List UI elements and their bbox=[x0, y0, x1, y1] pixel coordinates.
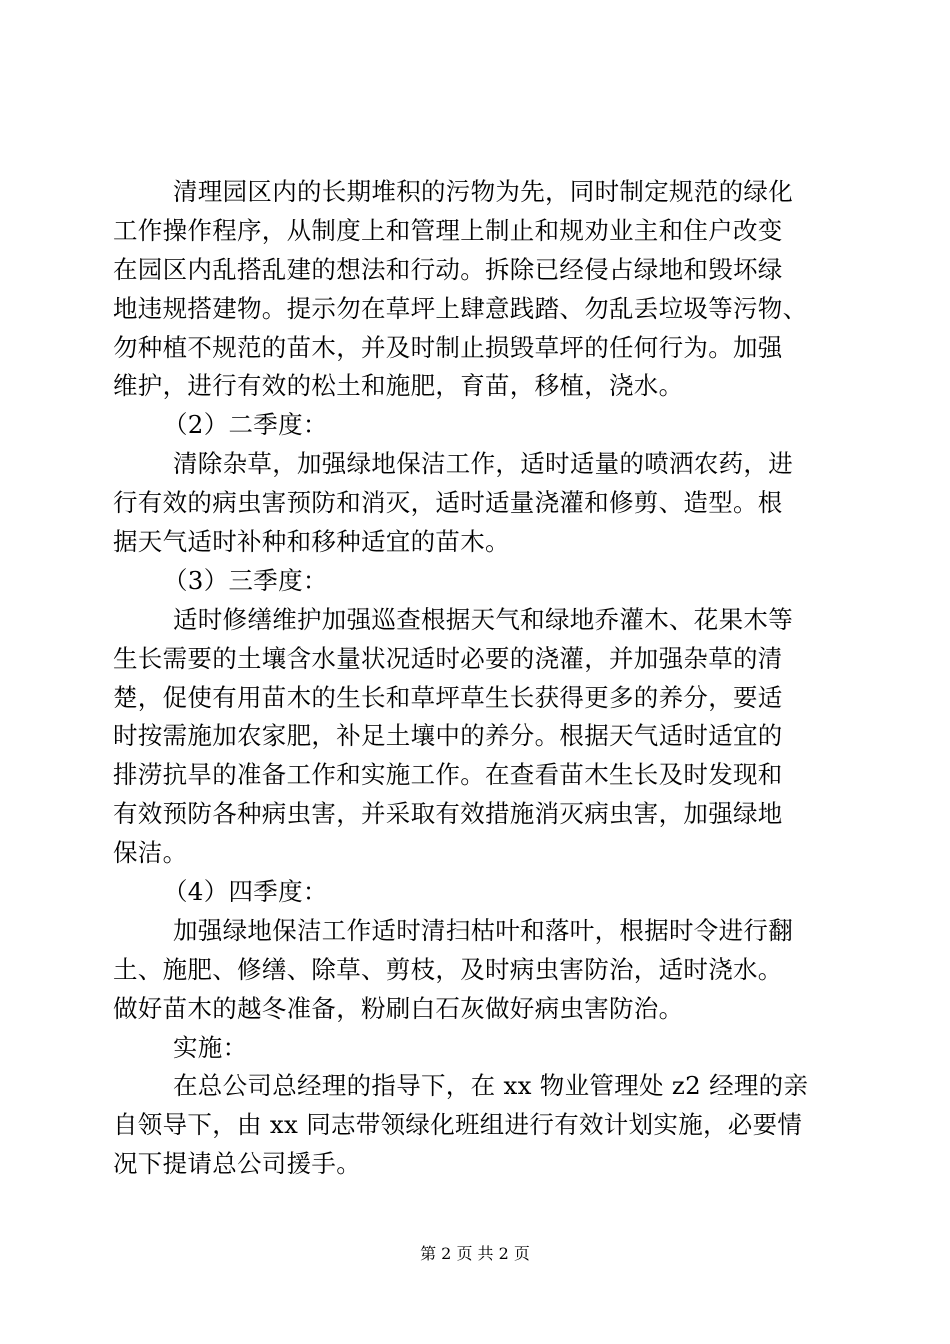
text-line: 维护，进行有效的松土和施肥，育苗，移植，浇水。 bbox=[113, 371, 684, 401]
text-line: 做好苗木的越冬准备，粉刷白石灰做好病虫害防治。 bbox=[113, 993, 684, 1023]
text-line: 清理园区内的长期堆积的污物为先，同时制定规范的绿化 bbox=[173, 177, 793, 206]
section-heading: （3）三季度： bbox=[163, 565, 328, 595]
text-line: 自领导下，由 xx 同志带领绿化班组进行有效计划实施，必要情 bbox=[113, 1110, 803, 1140]
section-heading: （4）四季度： bbox=[163, 877, 328, 907]
text-line: 况下提请总公司援手。 bbox=[113, 1149, 361, 1179]
text-line: 行有效的病虫害预防和消灭，适时适量浇灌和修剪、造型。根 bbox=[113, 488, 783, 518]
text-line: 有效预防各种病虫害，并采取有效措施消灭病虫害，加强绿地 bbox=[113, 799, 783, 829]
text-line: 在园区内乱搭乱建的想法和行动。拆除已经侵占绿地和毁坏绿 bbox=[113, 254, 783, 284]
text-line: 清除杂草，加强绿地保洁工作，适时适量的喷洒农药，进 bbox=[173, 449, 793, 479]
page-footer: 第 2 页 共 2 页 bbox=[420, 1244, 530, 1263]
document-body bbox=[113, 173, 833, 1184]
text-line: 在总公司总经理的指导下，在 xx 物业管理处 z2 经理的亲 bbox=[173, 1071, 809, 1101]
text-line: 据天气适时补种和移种适宜的苗木。 bbox=[113, 527, 510, 557]
text-line: 勿种植不规范的苗木，并及时制止损毁草坪的任何行为。加强 bbox=[113, 332, 783, 362]
section-heading: （2）二季度： bbox=[163, 410, 328, 440]
text-line: 楚，促使有用苗木的生长和草坪草生长获得更多的养分，要适 bbox=[113, 682, 783, 712]
text-line: 加强绿地保洁工作适时清扫枯叶和落叶，根据时令进行翻 bbox=[173, 915, 793, 945]
text-line: 排涝抗旱的准备工作和实施工作。在查看苗木生长及时发现和 bbox=[113, 760, 783, 790]
text-line: 时按需施加农家肥，补足土壤中的养分。根据天气适时适宜的 bbox=[113, 721, 783, 751]
text-line: 适时修缮维护加强巡查根据天气和绿地乔灌木、花果木等 bbox=[173, 604, 793, 634]
text-line: 土、施肥、修缮、除草、剪枝，及时病虫害防治，适时浇水。 bbox=[113, 954, 783, 984]
text-line: 实施： bbox=[173, 1032, 248, 1062]
text-line: 工作操作程序，从制度上和管理上制止和规劝业主和住户改变 bbox=[113, 215, 783, 245]
text-line: 生长需要的土壤含水量状况适时必要的浇灌，并加强杂草的清 bbox=[113, 643, 783, 673]
text-line: 保洁。 bbox=[113, 838, 188, 868]
text-line: 地违规搭建物。提示勿在草坪上肆意践踏、勿乱丢垃圾等污物、 bbox=[113, 293, 808, 323]
